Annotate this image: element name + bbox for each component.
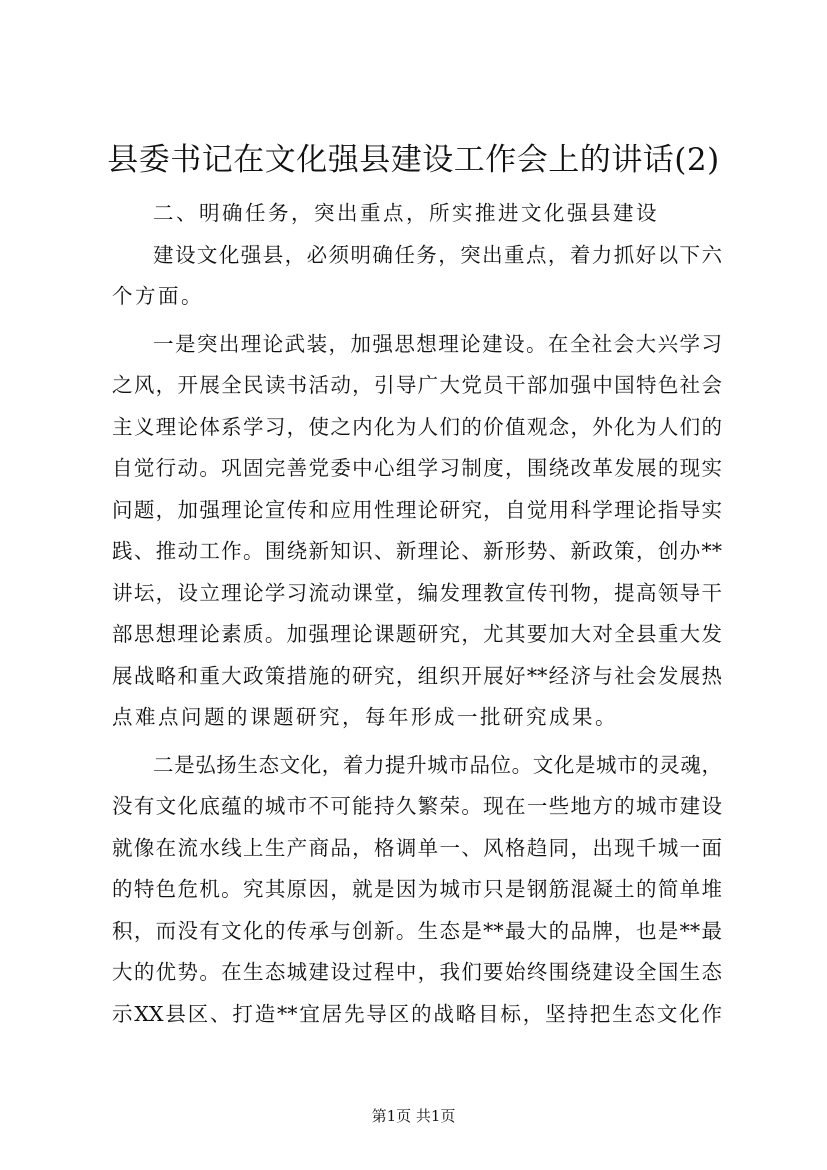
paragraph-line: 部思想理论素质。加强理论课题研究，尤其要加大对全县重大发: [112, 622, 722, 646]
section-heading: 二、明确任务，突出重点，所实推进文化强县建设: [153, 201, 659, 225]
paragraph-line: 大的优势。在生态城建设过程中，我们要始终围绕建设全国生态: [112, 960, 722, 984]
paragraph-line: 践、推动工作。围绕新知识、新理论、新形势、新政策，创办**: [112, 539, 722, 563]
paragraph-line: 建设文化强县，必须明确任务，突出重点，着力抓好以下六: [153, 242, 722, 267]
paragraph-line: 积，而没有文化的传承与创新。生态是**最大的品牌，也是**最: [112, 918, 722, 943]
paragraph-line: 自觉行动。巩固完善党委中心组学习制度，围绕改革发展的现实: [112, 456, 722, 480]
paragraph-line: 个方面。: [112, 284, 204, 308]
paragraph-line: 就像在流水线上生产商品，格调单一、风格趋同，出现千城一面: [112, 835, 722, 860]
paragraph-line: 示XX县区、打造**宜居先导区的战略目标，坚持把生态文化作: [112, 1001, 722, 1026]
paragraph-line: 一是突出理论武装，加强思想理论建设。在全社会大兴学习: [153, 331, 722, 356]
paragraph-line: 主义理论体系学习，使之内化为人们的价值观念，外化为人们的: [112, 414, 722, 439]
paragraph-line: 的特色危机。究其原因，就是因为城市只是钢筋混凝土的简单堆: [112, 877, 722, 901]
page-number-footer: 第1页 共1页: [371, 1107, 456, 1125]
document-title: 县委书记在文化强县建设工作会上的讲话(2): [107, 142, 720, 178]
paragraph-line: 二是弘扬生态文化，着力提升城市品位。文化是城市的灵魂，: [153, 752, 722, 777]
paragraph-line: 没有文化底蕴的城市不可能持久繁荣。现在一些地方的城市建设: [112, 794, 722, 818]
paragraph-line: 之风，开展全民读书活动，引导广大党员干部加强中国特色社会: [112, 373, 722, 397]
paragraph-line: 展战略和重大政策措施的研究，组织开展好**经济与社会发展热: [112, 663, 722, 688]
paragraph-line: 点难点问题的课题研究，每年形成一批研究成果。: [112, 705, 618, 729]
paragraph-line: 问题，加强理论宣传和应用性理论研究，自觉用科学理论指导实: [112, 497, 722, 522]
paragraph-line: 讲坛，设立理论学习流动课堂，编发理教宣传刊物，提高领导干: [112, 580, 722, 605]
document-body: [112, 193, 722, 1035]
